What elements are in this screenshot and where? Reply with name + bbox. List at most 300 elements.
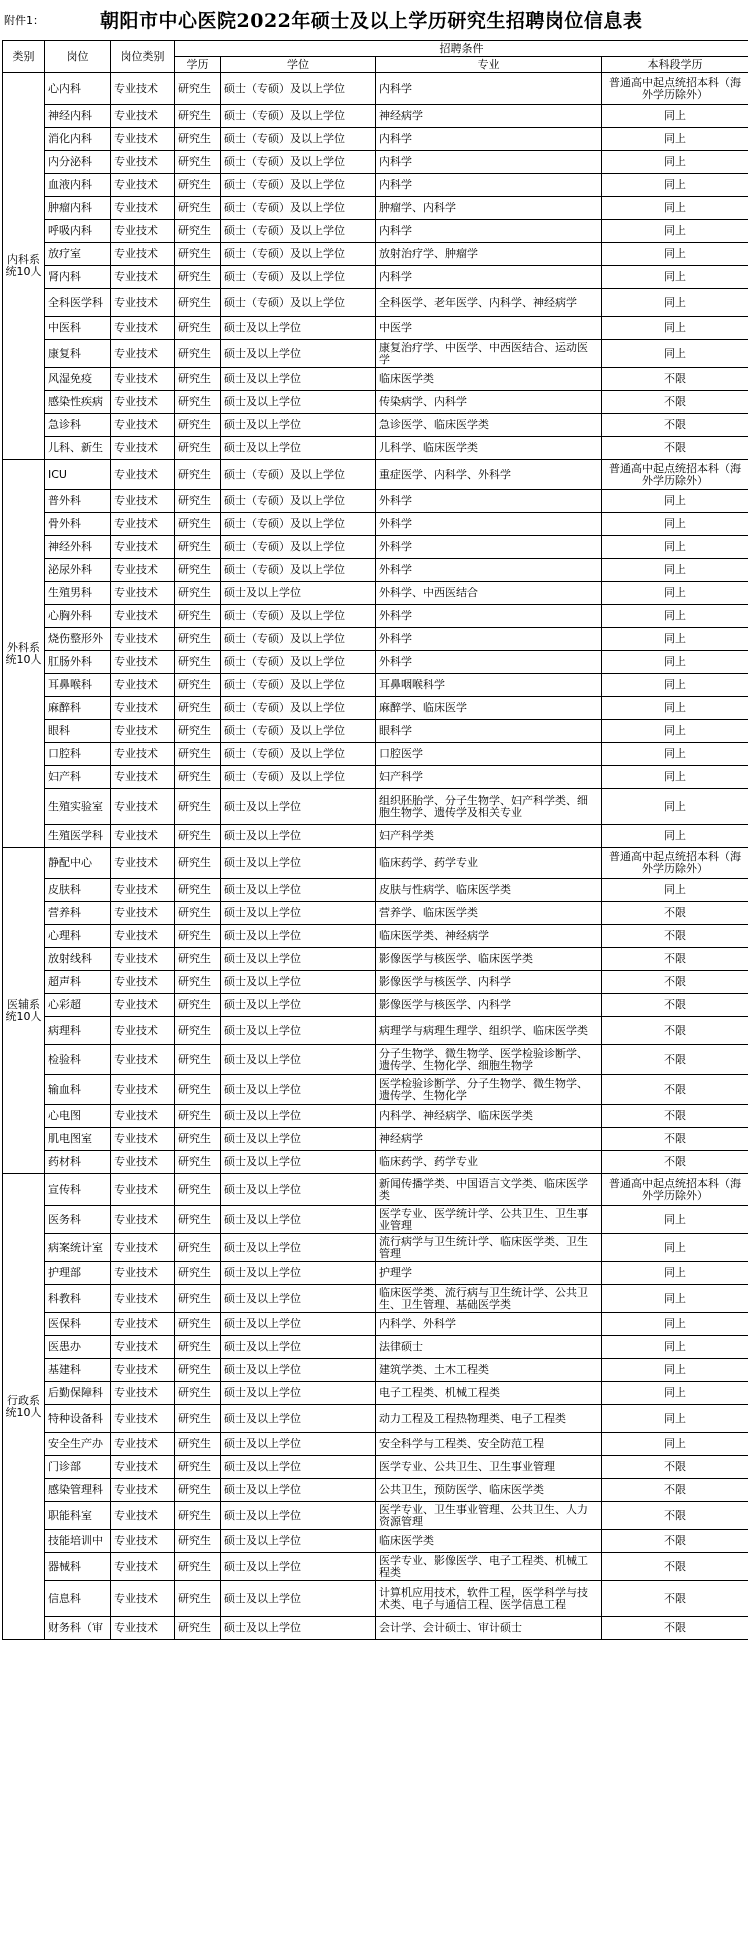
- position-cell-text: 肌电图室: [48, 1133, 92, 1145]
- major-cell-text: 耳鼻咽喉科学: [379, 679, 445, 691]
- degree-cell-text: 硕士及以上学位: [224, 1461, 301, 1473]
- position-type-cell-text: 专业技术: [114, 1535, 158, 1547]
- bachelor-cell-text: 同上: [664, 564, 686, 576]
- degree-cell-text: 硕士（专硕）及以上学位: [224, 564, 345, 576]
- bachelor-cell: [602, 1017, 748, 1045]
- position-cell: [45, 1530, 111, 1553]
- position-cell: [45, 628, 111, 651]
- education-cell-text: 研究生: [178, 702, 211, 714]
- bachelor-cell: [602, 1359, 748, 1382]
- education-cell-text: 研究生: [178, 800, 211, 813]
- degree-cell: [221, 174, 376, 197]
- position-type-cell: [111, 536, 175, 559]
- degree-cell: [221, 902, 376, 925]
- position-type-cell-text: 专业技术: [114, 1213, 158, 1226]
- degree-cell: [221, 391, 376, 414]
- degree-cell-text: 硕士及以上学位: [224, 1053, 301, 1066]
- degree-cell-text: 硕士及以上学位: [224, 442, 301, 454]
- major-cell: [376, 605, 602, 628]
- bachelor-cell-text: 普通高中起点统招本科（海外学历除外）: [609, 462, 741, 487]
- degree-cell: [221, 766, 376, 789]
- degree-cell-text: 硕士及以上学位: [224, 1183, 301, 1196]
- position-cell-text: 护理部: [48, 1267, 81, 1279]
- education-cell-text: 研究生: [178, 1509, 211, 1522]
- position-cell-text: 基建科: [48, 1364, 81, 1376]
- position-type-cell: [111, 1530, 175, 1553]
- position-cell-text: 中医科: [48, 322, 81, 334]
- major-cell-text: 外科学: [379, 656, 412, 668]
- major-cell: [376, 582, 602, 605]
- degree-cell: [221, 1262, 376, 1285]
- bachelor-cell: [602, 73, 748, 105]
- major-cell-text: 神经病学: [379, 110, 423, 122]
- education-cell: [175, 368, 221, 391]
- position-type-cell-text: 专业技术: [114, 1053, 158, 1066]
- education-cell-text: 研究生: [178, 1484, 211, 1496]
- education-cell-text: 研究生: [178, 999, 211, 1011]
- position-type-cell: [111, 697, 175, 720]
- education-cell-text: 研究生: [178, 1592, 211, 1605]
- major-cell-text: 外科学: [379, 518, 412, 530]
- position-cell: [45, 925, 111, 948]
- major-cell: [376, 1336, 602, 1359]
- table-row: [3, 128, 748, 151]
- position-cell-text: 器械科: [48, 1560, 81, 1573]
- degree-cell: [221, 1382, 376, 1405]
- education-cell-text: 研究生: [178, 468, 211, 481]
- table-row: [3, 105, 748, 128]
- position-cell: [45, 536, 111, 559]
- degree-cell-text: 硕士（专硕）及以上学位: [224, 541, 345, 553]
- position-type-cell: [111, 220, 175, 243]
- major-cell: [376, 266, 602, 289]
- degree-cell: [221, 789, 376, 825]
- education-cell-text: 研究生: [178, 225, 211, 237]
- major-cell-text: 肿瘤学、内科学: [379, 202, 456, 214]
- degree-cell-text: 硕士及以上学位: [224, 347, 301, 360]
- bachelor-cell: [602, 994, 748, 1017]
- education-cell: [175, 1479, 221, 1502]
- position-type-cell-text: 专业技术: [114, 1387, 158, 1399]
- position-cell-text: 生殖实验室: [48, 800, 103, 813]
- major-cell: [376, 1502, 602, 1530]
- position-type-cell: [111, 105, 175, 128]
- major-cell: [376, 1234, 602, 1262]
- bachelor-cell: [602, 1105, 748, 1128]
- bachelor-cell-text: 不限: [664, 1110, 686, 1122]
- education-cell: [175, 1382, 221, 1405]
- degree-cell-text: 硕士及以上学位: [224, 1083, 301, 1096]
- position-type-cell-text: 专业技术: [114, 1267, 158, 1279]
- degree-cell-text: 硕士及以上学位: [224, 1535, 301, 1547]
- position-cell-text: 感染性疾病: [48, 396, 103, 408]
- table-row: [3, 674, 748, 697]
- position-cell-text: 神经内科: [48, 110, 92, 122]
- bachelor-cell-text: 不限: [664, 1592, 686, 1605]
- major-cell: [376, 174, 602, 197]
- position-cell-text: 妇产科: [48, 771, 81, 783]
- bachelor-cell-text: 不限: [664, 907, 686, 919]
- bachelor-cell: [602, 1502, 748, 1530]
- position-cell-text: 风湿免疫: [48, 373, 92, 385]
- bachelor-cell-text: 同上: [664, 271, 686, 283]
- position-type-cell-text: 专业技术: [114, 322, 158, 334]
- bachelor-cell: [602, 391, 748, 414]
- major-cell: [376, 1128, 602, 1151]
- position-type-cell: [111, 1105, 175, 1128]
- education-cell-text: 研究生: [178, 610, 211, 622]
- degree-cell: [221, 582, 376, 605]
- position-type-cell-text: 专业技术: [114, 347, 158, 360]
- header-education: 学历: [175, 57, 221, 73]
- degree-cell: [221, 105, 376, 128]
- degree-cell-text: 硕士及以上学位: [224, 857, 301, 869]
- degree-cell-text: 硕士及以上学位: [224, 1592, 301, 1605]
- major-cell: [376, 766, 602, 789]
- degree-cell-text: 硕士（专硕）及以上学位: [224, 518, 345, 530]
- degree-cell-text: 硕士（专硕）及以上学位: [224, 610, 345, 622]
- degree-cell-text: 硕士及以上学位: [224, 1622, 301, 1634]
- bachelor-cell-text: 同上: [664, 296, 686, 309]
- table-row: [3, 1151, 748, 1174]
- position-type-cell-text: 专业技术: [114, 296, 158, 309]
- education-cell: [175, 789, 221, 825]
- bachelor-cell: [602, 720, 748, 743]
- bachelor-cell: [602, 1382, 748, 1405]
- position-cell: [45, 368, 111, 391]
- position-type-cell: [111, 266, 175, 289]
- position-cell-text: 医保科: [48, 1318, 81, 1330]
- bachelor-cell-text: 不限: [664, 976, 686, 988]
- bachelor-cell: [602, 651, 748, 674]
- degree-cell: [221, 437, 376, 460]
- degree-cell-text: 硕士及以上学位: [224, 1267, 301, 1279]
- position-cell: [45, 1502, 111, 1530]
- education-cell-text: 研究生: [178, 1560, 211, 1573]
- education-cell-text: 研究生: [178, 725, 211, 737]
- position-cell: [45, 1151, 111, 1174]
- major-cell: [376, 513, 602, 536]
- education-cell-text: 研究生: [178, 1412, 211, 1425]
- education-cell-text: 研究生: [178, 1156, 211, 1168]
- education-cell-text: 研究生: [178, 1083, 211, 1096]
- position-type-cell-text: 专业技术: [114, 271, 158, 283]
- degree-cell: [221, 1433, 376, 1456]
- position-cell: [45, 220, 111, 243]
- bachelor-cell: [602, 559, 748, 582]
- position-cell-text: 内分泌科: [48, 156, 92, 168]
- major-cell-text: 临床医学类: [379, 373, 434, 385]
- degree-cell: [221, 948, 376, 971]
- position-type-cell-text: 专业技术: [114, 1241, 158, 1254]
- major-cell-text: 内科学: [379, 271, 412, 283]
- position-cell: [45, 1174, 111, 1206]
- education-cell-text: 研究生: [178, 82, 211, 95]
- table-row: [3, 220, 748, 243]
- education-cell: [175, 1174, 221, 1206]
- degree-cell-text: 硕士及以上学位: [224, 1110, 301, 1122]
- bachelor-cell: [602, 151, 748, 174]
- education-cell-text: 研究生: [178, 771, 211, 783]
- major-cell-text: 传染病学、内科学: [379, 396, 467, 408]
- education-cell: [175, 128, 221, 151]
- major-cell: [376, 1553, 602, 1581]
- major-cell-text: 皮肤与性病学、临床医学类: [379, 884, 511, 896]
- bachelor-cell: [602, 460, 748, 490]
- major-cell: [376, 128, 602, 151]
- bachelor-cell: [602, 848, 748, 879]
- header-major: 专业: [376, 57, 602, 73]
- education-cell-text: 研究生: [178, 633, 211, 645]
- table-row: [3, 1359, 748, 1382]
- position-type-cell-text: 专业技术: [114, 884, 158, 896]
- bachelor-cell-text: 同上: [664, 587, 686, 599]
- table-row: [3, 994, 748, 1017]
- position-cell-text: 皮肤科: [48, 884, 81, 896]
- education-cell: [175, 1128, 221, 1151]
- header-position: 岗位: [45, 41, 111, 73]
- bachelor-cell: [602, 1174, 748, 1206]
- education-cell-text: 研究生: [178, 1267, 211, 1279]
- bachelor-cell: [602, 266, 748, 289]
- bachelor-cell: [602, 971, 748, 994]
- position-cell: [45, 1206, 111, 1234]
- position-cell-text: 科教科: [48, 1292, 81, 1305]
- degree-cell-text: 硕士（专硕）及以上学位: [224, 725, 345, 737]
- major-cell-text: 麻醉学、临床医学: [379, 702, 467, 714]
- degree-cell: [221, 1336, 376, 1359]
- degree-cell-text: 硕士及以上学位: [224, 976, 301, 988]
- position-type-cell-text: 专业技术: [114, 1292, 158, 1305]
- position-type-cell-text: 专业技术: [114, 1156, 158, 1168]
- degree-cell: [221, 1206, 376, 1234]
- position-type-cell: [111, 317, 175, 340]
- degree-cell-text: 硕士及以上学位: [224, 419, 301, 431]
- table-row: [3, 391, 748, 414]
- bachelor-cell: [602, 1336, 748, 1359]
- education-cell: [175, 1617, 221, 1640]
- major-cell: [376, 536, 602, 559]
- degree-cell: [221, 994, 376, 1017]
- position-type-cell-text: 专业技术: [114, 248, 158, 260]
- bachelor-cell-text: 同上: [664, 322, 686, 334]
- degree-cell-text: 硕士及以上学位: [224, 1341, 301, 1353]
- bachelor-cell: [602, 902, 748, 925]
- bachelor-cell-text: 同上: [664, 725, 686, 737]
- major-cell-text: 临床药学、药学专业: [379, 857, 478, 869]
- table-row: [3, 879, 748, 902]
- bachelor-cell-text: 同上: [664, 830, 686, 842]
- major-cell: [376, 1105, 602, 1128]
- major-cell-text: 流行病学与卫生统计学、临床医学类、卫生管理: [379, 1235, 588, 1260]
- table-row: [3, 1285, 748, 1313]
- major-cell-text: 外科学: [379, 564, 412, 576]
- major-cell-text: 医学专业、公共卫生、卫生事业管理: [379, 1461, 555, 1473]
- position-cell-text: 后勤保障科: [48, 1387, 103, 1399]
- major-cell: [376, 73, 602, 105]
- bachelor-cell: [602, 1234, 748, 1262]
- bachelor-cell-text: 同上: [664, 225, 686, 237]
- degree-cell: [221, 825, 376, 848]
- degree-cell-text: 硕士及以上学位: [224, 1156, 301, 1168]
- education-cell: [175, 266, 221, 289]
- bachelor-cell: [602, 825, 748, 848]
- major-cell-text: 法律硕士: [379, 1341, 423, 1353]
- position-cell-text: 药材科: [48, 1156, 81, 1168]
- major-cell: [376, 368, 602, 391]
- education-cell: [175, 243, 221, 266]
- education-cell: [175, 651, 221, 674]
- major-cell-text: 妇产科学类: [379, 830, 434, 842]
- position-type-cell-text: 专业技术: [114, 133, 158, 145]
- position-cell-text: 麻醉科: [48, 702, 81, 714]
- position-cell: [45, 1262, 111, 1285]
- education-cell-text: 研究生: [178, 1024, 211, 1037]
- position-type-cell-text: 专业技术: [114, 442, 158, 454]
- degree-cell-text: 硕士（专硕）及以上学位: [224, 271, 345, 283]
- education-cell-text: 研究生: [178, 1133, 211, 1145]
- education-cell-text: 研究生: [178, 133, 211, 145]
- education-cell: [175, 289, 221, 317]
- position-type-cell: [111, 1075, 175, 1105]
- degree-cell: [221, 490, 376, 513]
- education-cell: [175, 1359, 221, 1382]
- bachelor-cell-text: 不限: [664, 1133, 686, 1145]
- position-type-cell-text: 专业技术: [114, 1024, 158, 1037]
- table-row: [3, 971, 748, 994]
- table-row: [3, 1045, 748, 1075]
- education-cell: [175, 879, 221, 902]
- position-type-cell-text: 专业技术: [114, 373, 158, 385]
- bachelor-cell-text: 同上: [664, 1267, 686, 1279]
- education-cell: [175, 825, 221, 848]
- major-cell-text: 全科医学、老年医学、内科学、神经病学: [379, 296, 577, 309]
- position-type-cell-text: 专业技术: [114, 518, 158, 530]
- bachelor-cell: [602, 948, 748, 971]
- position-type-cell: [111, 994, 175, 1017]
- degree-cell-text: 硕士（专硕）及以上学位: [224, 156, 345, 168]
- bachelor-cell-text: 不限: [664, 1024, 686, 1037]
- table-row: [3, 513, 748, 536]
- bachelor-cell-text: 同上: [664, 679, 686, 691]
- position-cell: [45, 1617, 111, 1640]
- bachelor-cell-text: 不限: [664, 419, 686, 431]
- education-cell-text: 研究生: [178, 541, 211, 553]
- table-row: [3, 174, 748, 197]
- table-row: [3, 697, 748, 720]
- degree-cell: [221, 559, 376, 582]
- education-cell: [175, 1530, 221, 1553]
- position-type-cell-text: 专业技术: [114, 541, 158, 553]
- table-row: [3, 1075, 748, 1105]
- position-cell: [45, 1045, 111, 1075]
- education-cell: [175, 925, 221, 948]
- position-type-cell-text: 专业技术: [114, 1622, 158, 1634]
- position-cell: [45, 513, 111, 536]
- position-cell: [45, 174, 111, 197]
- table-row: [3, 743, 748, 766]
- position-cell: [45, 243, 111, 266]
- education-cell: [175, 743, 221, 766]
- major-cell-text: 动力工程及工程热物理类、电子工程类: [379, 1412, 566, 1425]
- degree-cell-text: 硕士及以上学位: [224, 953, 301, 965]
- education-cell: [175, 1581, 221, 1617]
- table-row: [3, 1456, 748, 1479]
- education-cell: [175, 1336, 221, 1359]
- position-cell: [45, 971, 111, 994]
- bachelor-cell-text: 不限: [664, 1156, 686, 1168]
- position-type-cell: [111, 789, 175, 825]
- position-cell-text: 放疗室: [48, 248, 81, 260]
- bachelor-cell-text: 不限: [664, 999, 686, 1011]
- education-cell: [175, 674, 221, 697]
- education-cell-text: 研究生: [178, 830, 211, 842]
- position-type-cell-text: 专业技术: [114, 1083, 158, 1096]
- bachelor-cell: [602, 340, 748, 368]
- degree-cell: [221, 73, 376, 105]
- position-type-cell: [111, 902, 175, 925]
- position-type-cell: [111, 1553, 175, 1581]
- bachelor-cell-text: 同上: [664, 702, 686, 714]
- major-cell-text: 电子工程类、机械工程类: [379, 1387, 500, 1399]
- bachelor-cell-text: 不限: [664, 1622, 686, 1634]
- position-type-cell-text: 专业技术: [114, 1133, 158, 1145]
- table-row: [3, 1105, 748, 1128]
- major-cell: [376, 879, 602, 902]
- major-cell-text: 神经病学: [379, 1133, 423, 1145]
- position-type-cell: [111, 1285, 175, 1313]
- major-cell: [376, 197, 602, 220]
- position-type-cell: [111, 651, 175, 674]
- major-cell: [376, 1456, 602, 1479]
- position-type-cell: [111, 1336, 175, 1359]
- education-cell-text: 研究生: [178, 179, 211, 191]
- education-cell: [175, 559, 221, 582]
- position-type-cell: [111, 582, 175, 605]
- bachelor-cell: [602, 697, 748, 720]
- education-cell-text: 研究生: [178, 442, 211, 454]
- position-cell: [45, 559, 111, 582]
- education-cell-text: 研究生: [178, 495, 211, 507]
- bachelor-cell: [602, 925, 748, 948]
- position-type-cell: [111, 825, 175, 848]
- system-cell: 外科系统10人: [3, 460, 45, 848]
- bachelor-cell: [602, 1433, 748, 1456]
- degree-cell-text: 硕士及以上学位: [224, 587, 301, 599]
- position-cell: [45, 128, 111, 151]
- position-type-cell: [111, 1617, 175, 1640]
- position-cell-text: 生殖男科: [48, 587, 92, 599]
- major-cell-text: 内科学、神经病学、临床医学类: [379, 1110, 533, 1122]
- bachelor-cell-text: 不限: [664, 373, 686, 385]
- position-type-cell: [111, 437, 175, 460]
- bachelor-cell: [602, 674, 748, 697]
- major-cell-text: 内科学: [379, 179, 412, 191]
- bachelor-cell-text: 同上: [664, 610, 686, 622]
- major-cell-text: 口腔医学: [379, 748, 423, 760]
- position-cell-text: 心彩超: [48, 999, 81, 1011]
- education-cell: [175, 1553, 221, 1581]
- table-row: [3, 1336, 748, 1359]
- position-type-cell-text: 专业技术: [114, 1509, 158, 1522]
- position-type-cell-text: 专业技术: [114, 800, 158, 813]
- bachelor-cell: [602, 536, 748, 559]
- degree-cell-text: 硕士及以上学位: [224, 1133, 301, 1145]
- degree-cell-text: 硕士及以上学位: [224, 1484, 301, 1496]
- position-cell-text: 普外科: [48, 495, 81, 507]
- position-type-cell-text: 专业技术: [114, 679, 158, 691]
- position-cell-text: 心电图: [48, 1110, 81, 1122]
